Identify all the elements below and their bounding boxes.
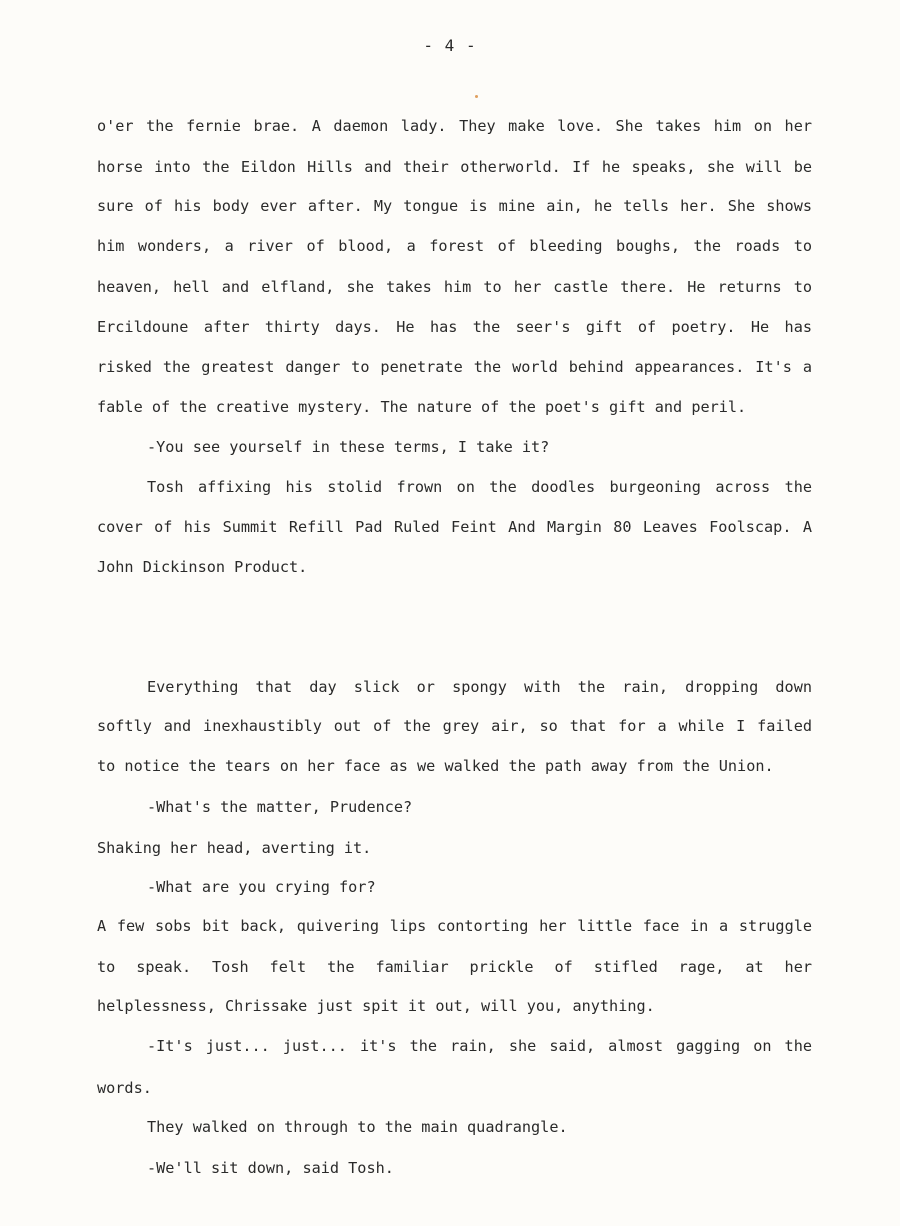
text-line: softly and inexhaustibly out of the grey air, so that for a while I failed bbox=[97, 717, 812, 735]
text-line: horse into the Eildon Hills and their otherworld. If he speaks, she will be bbox=[97, 158, 812, 176]
text-line: heaven, hell and elfland, she takes him to her castle there. He returns to bbox=[97, 278, 812, 296]
text-line: to speak. Tosh felt the familiar prickle of stifled rage, at her bbox=[97, 958, 812, 976]
page-number: - 4 - bbox=[423, 36, 477, 55]
dialogue-line: -You see yourself in these terms, I take it? bbox=[147, 438, 550, 456]
text-line: John Dickinson Product. bbox=[97, 558, 308, 576]
text-line: A few sobs bit back, quivering lips contorting her little face in a struggle bbox=[97, 917, 812, 935]
text-line: cover of his Summit Refill Pad Ruled Feint And Margin 80 Leaves Foolscap. A bbox=[97, 518, 812, 536]
text-line: helplessness, Chrissake just spit it out, will you, anything. bbox=[97, 997, 655, 1015]
text-line: Tosh affixing his stolid frown on the doodles burgeoning across the bbox=[147, 478, 812, 496]
text-line: Shaking her head, averting it. bbox=[97, 839, 372, 857]
dialogue-line: -What are you crying for? bbox=[147, 878, 376, 896]
text-line: him wonders, a river of blood, a forest of bleeding boughs, the roads to bbox=[97, 237, 812, 255]
text-line: o'er the fernie brae. A daemon lady. They make love. She takes him on her bbox=[97, 117, 812, 135]
text-line: to notice the tears on her face as we walked the path away from the Union. bbox=[97, 757, 774, 775]
text-line: fable of the creative mystery. The nature of the poet's gift and peril. bbox=[97, 398, 747, 416]
dialogue-line: -What's the matter, Prudence? bbox=[147, 798, 413, 816]
text-line: They walked on through to the main quadrangle. bbox=[147, 1118, 568, 1136]
text-line: sure of his body ever after. My tongue is mine ain, he tells her. She shows bbox=[97, 197, 812, 215]
dialogue-line: -We'll sit down, said Tosh. bbox=[147, 1159, 394, 1177]
text-line: words. bbox=[97, 1079, 152, 1097]
dialogue-line: -It's just... just... it's the rain, she said, almost gagging on the bbox=[147, 1037, 812, 1055]
text-line: Everything that day slick or spongy with the rain, dropping down bbox=[147, 678, 812, 696]
text-line: Ercildoune after thirty days. He has the seer's gift of poetry. He has bbox=[97, 318, 812, 336]
ink-speck bbox=[475, 95, 478, 98]
text-line: risked the greatest danger to penetrate the world behind appearances. It's a bbox=[97, 358, 812, 376]
